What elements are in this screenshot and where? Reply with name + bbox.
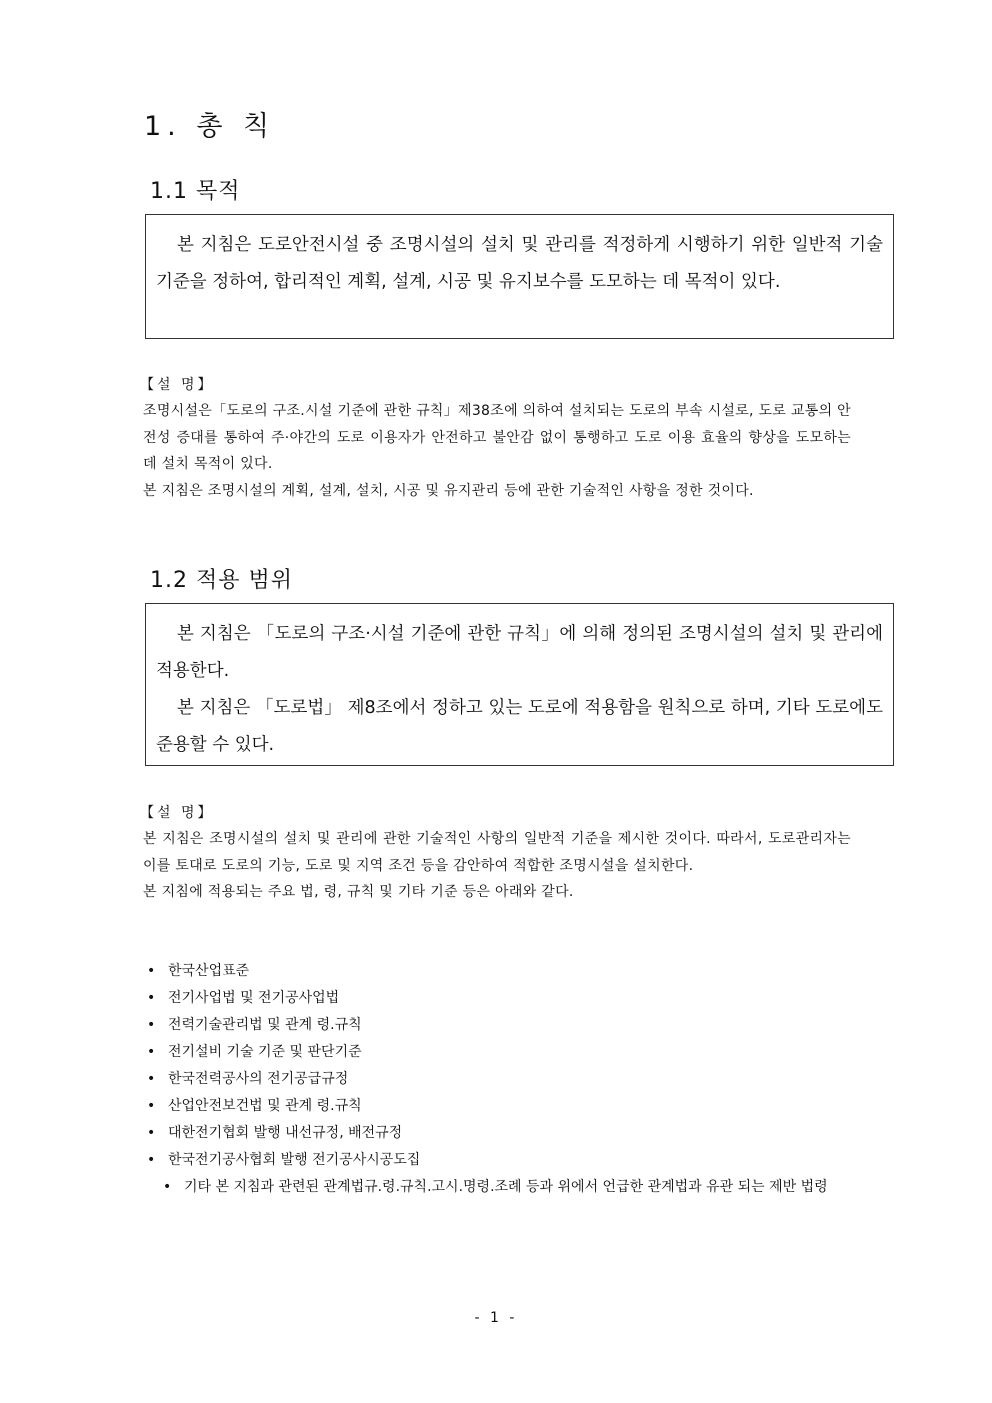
chapter-title: 1. 총 칙	[144, 111, 276, 142]
list-item: • 한국전기공사협회 발행 전기공사시공도집	[146, 1147, 856, 1174]
purpose-explanation	[143, 398, 851, 504]
list-item: • 한국전력공사의 전기공급규정	[146, 1066, 856, 1093]
list-item: • 전기설비 기술 기준 및 판단기준	[146, 1039, 856, 1066]
list-item: • 대한전기협회 발행 내선규정, 배전규정	[146, 1120, 856, 1147]
list-item: • 전기사업법 및 전기공사업법	[146, 985, 856, 1012]
purpose-box-text: 본 지침은 도로안전시설 중 조명시설의 설치 및 관리를 적정하게 시행하기 위한 일반적 기술 기준을 정하여, 합리적인 계획, 설계, 시공 및 유지보수를 도모하는 데 목적이 있다.	[156, 235, 883, 292]
scope-box-text: 본 지침은 「도로의 구조·시설 기준에 관한 규칙」에 의해 정의된 조명시설의 설치 및 관리에 적용한다.	[156, 624, 883, 681]
regulation-list	[146, 958, 856, 1201]
list-item: • 전력기술관리법 및 관계 령.규칙	[146, 1012, 856, 1039]
explanation-paragraph: 본 지침에 적용되는 주요 법, 령, 규칙 및 기타 기준 등은 아래와 같다.	[143, 884, 574, 900]
explanation-paragraph: 조명시설은「도로의 구조.시설 기준에 관한 규칙」제38조에 의하여 설치되는 도로의 부속 시설로, 도로 교통의 안전성 증대를 통하여 주·야간의 도로 이용자가 안전하고 불안감 없이 통행하고 도로 이용 효율의 향상을 도모하는 데 설치 목적이 있다.	[143, 403, 851, 472]
explanation-label: 【설 명】	[140, 805, 215, 821]
list-item-other-laws: • 기타 본 지침과 관련된 관계법규.령.규칙.고시.명령.조례 등과 위에서 언급한 관계법과 유관 되는 제반 법령	[162, 1174, 856, 1201]
explanation-label: 【설 명】	[140, 377, 215, 393]
purpose-box	[145, 214, 894, 339]
page-number: - 1 -	[474, 1310, 518, 1326]
explanation-paragraph: 본 지침은 조명시설의 설치 및 관리에 관한 기술적인 사항의 일반적 기준을 제시한 것이다. 따라서, 도로관리자는 이를 토대로 도로의 기능, 도로 및 지역 조건 등을 감안하여 적합한 조명시설을 설치한다.	[143, 831, 851, 874]
list-item: • 한국산업표준	[146, 958, 856, 985]
scope-box-text: 본 지침은 「도로법」 제8조에서 정하고 있는 도로에 적용함을 원칙으로 하며, 기타 도로에도 준용할 수 있다.	[156, 698, 883, 755]
list-item: • 산업안전보건법 및 관계 령.규칙	[146, 1093, 856, 1120]
section-heading-scope: 1.2 적용 범위	[150, 568, 293, 593]
section-heading-purpose: 1.1 목적	[150, 179, 241, 204]
scope-explanation	[143, 826, 851, 906]
scope-box	[145, 603, 894, 766]
explanation-paragraph: 본 지침은 조명시설의 계획, 설계, 설치, 시공 및 유지관리 등에 관한 기술적인 사항을 정한 것이다.	[143, 482, 754, 499]
